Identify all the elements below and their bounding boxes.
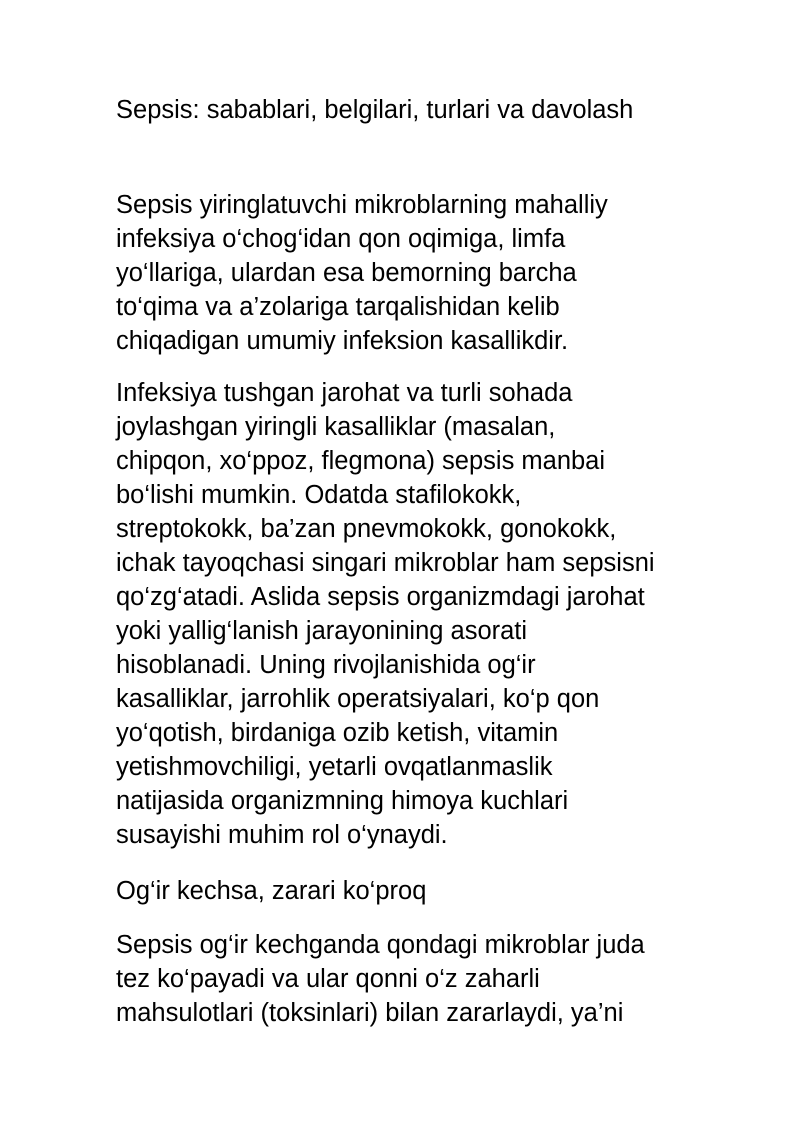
paragraph-causes — [116, 376, 655, 852]
text-line: susayishi muhim rol o‘ynaydi. — [116, 821, 448, 849]
text-line: ichak tayoqchasi singari mikroblar ham sepsisni — [116, 549, 655, 577]
text-line: hisoblanadi. Uning rivojlanishida og‘ir — [116, 651, 536, 679]
subheading-text: Og‘ir kechsa, zarari ko‘proq — [116, 877, 427, 905]
text-line: tez ko‘payadi va ular qonni o‘z zaharli — [116, 965, 540, 993]
text-line: chiqadigan umumiy infeksion kasallikdir. — [116, 327, 569, 355]
text-line: natijasida organizmning himoya kuchlari — [116, 787, 569, 815]
text-line: Sepsis og‘ir kechganda qondagi mikroblar juda — [116, 931, 645, 959]
text-line: yo‘llariga, ulardan esa bemorning barcha — [116, 259, 577, 287]
text-line: streptokokk, ba’zan pnevmokokk, gonokokk, — [116, 515, 617, 543]
document-title: Sepsis: sabablari, belgilari, turlari va davolash — [116, 96, 634, 124]
text-line: infeksiya o‘chog‘idan qon oqimiga, limfa — [116, 225, 566, 253]
subheading — [116, 874, 426, 908]
paragraph-intro — [116, 188, 608, 358]
text-line: joylashgan yiringli kasalliklar (masalan, — [116, 413, 556, 441]
text-line: chipqon, xo‘ppoz, flegmona) sepsis manbai — [116, 447, 606, 475]
text-line: yetishmovchiligi, yetarli ovqatlanmaslik — [116, 753, 553, 781]
text-line: Sepsis yiringlatuvchi mikroblarning mahalliy — [116, 191, 608, 219]
text-line: yo‘qotish, birdaniga ozib ketish, vitamin — [116, 719, 559, 747]
text-line: kasalliklar, jarrohlik operatsiyalari, ko‘p qon — [116, 685, 600, 713]
text-line: yoki yallig‘lanish jarayonining asorati — [116, 617, 528, 645]
text-line: mahsulotlari (toksinlari) bilan zararlaydi, ya’ni — [116, 999, 624, 1027]
text-line: Infeksiya tushgan jarohat va turli sohada — [116, 379, 573, 407]
text-line: to‘qima va a’zolariga tarqalishidan kelib — [116, 293, 560, 321]
text-line: bo‘lishi mumkin. Odatda stafilokokk, — [116, 481, 522, 509]
paragraph-severe — [116, 928, 645, 1030]
text-line: qo‘zg‘atadi. Aslida sepsis organizmdagi jarohat — [116, 583, 645, 611]
